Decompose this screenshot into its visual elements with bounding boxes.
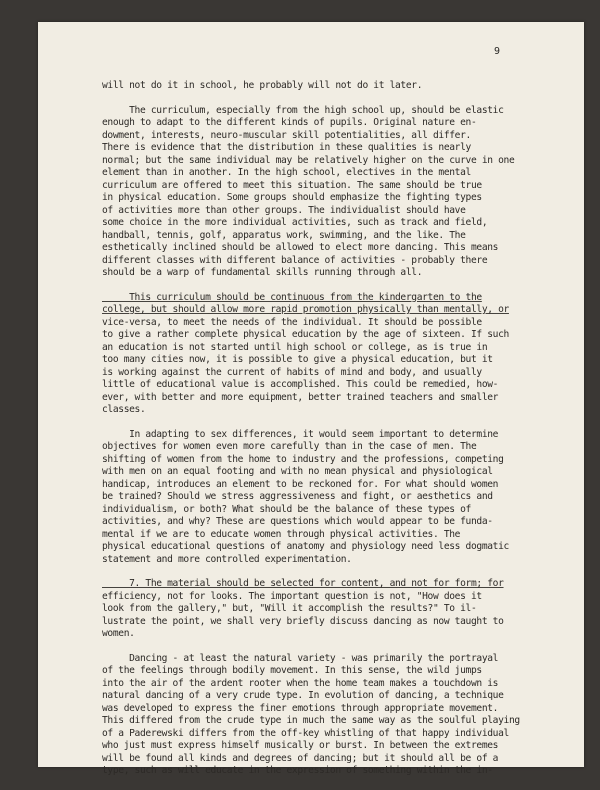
text-line: handball, tennis, golf, apparatus work, swimming, and the like. The	[102, 229, 466, 241]
text-line: in physical education. Some groups should emphasize the fighting types	[102, 192, 482, 203]
paragraph	[102, 429, 572, 567]
text-line: an education is not started until high school or college, as is true in	[102, 341, 488, 353]
text-line: women.	[102, 628, 135, 639]
text-line: This curriculum should be continuous from the kindergarten to the	[102, 291, 482, 303]
text-line: to give a rather complete physical education by the age of sixteen. If such	[102, 329, 509, 340]
text-line: different classes with different balance of activities - probably there	[102, 254, 488, 266]
text-line: In adapting to sex differences, it would seem important to determine	[102, 428, 499, 440]
text-line: vice-versa, to meet the needs of the individual. It should be possible	[102, 316, 482, 328]
text-line: college, but should allow more rapid promotion physically than mentally, or	[102, 304, 509, 315]
text-line: will be found all kinds and degrees of dancing; but it should all be of a	[102, 752, 499, 764]
paragraph	[102, 292, 572, 417]
paragraph	[102, 105, 572, 280]
text-line: objectives for women even more carefully than in the case of men. The	[102, 441, 477, 452]
body-text	[102, 80, 572, 790]
text-line: classes.	[102, 404, 146, 415]
text-line: enough to adapt to the different kinds of pupils. Original nature en-	[102, 117, 477, 128]
text-line: statement and more controlled experimentation.	[102, 553, 352, 565]
text-line: little of educational value is accomplished. This could be remedied, how-	[102, 379, 499, 390]
text-line: type, such as will educate in the expression of something within the in-	[102, 765, 493, 776]
text-line: lustrate the point, we shall very briefly discuss dancing as now taught to	[102, 615, 504, 627]
text-line: was developed to express the finer emotions through appropriate movement.	[102, 702, 499, 714]
text-line: This differed from the crude type in much the same way as the soulful playing	[102, 715, 520, 726]
text-line: some choice in the more individual activities, such as track and field,	[102, 217, 488, 228]
text-line: into the air of the ardent rooter when the home team makes a touchdown is	[102, 677, 499, 689]
text-line: be trained? Should we stress aggressiveness and fight, or aesthetics and	[102, 491, 493, 502]
text-line: element than in another. In the high school, electives in the mental	[102, 167, 471, 178]
paragraph	[102, 80, 572, 93]
text-line: Dancing - at least the natural variety - was primarily the portrayal	[102, 652, 499, 664]
text-line: of the feelings through bodily movement. In this sense, the wild jumps	[102, 665, 482, 676]
text-line: 7. The material should be selected for content, and not for form; for	[102, 578, 504, 589]
page-number: 9	[493, 46, 500, 57]
paragraph	[102, 578, 572, 641]
text-line: too many cities now, it is possible to give a physical education, but it	[102, 354, 493, 365]
text-line: should be a warp of fundamental skills running through all.	[102, 267, 423, 278]
text-line: individualism, or both? What should be the balance of these types of	[102, 503, 471, 515]
text-line: mental if we are to educate women through physical activities. The	[102, 528, 461, 540]
text-line: The curriculum, especially from the high school up, should be elastic	[102, 104, 504, 116]
text-line: of activities more than other groups. The individualist should have	[102, 204, 466, 216]
text-line: activities, and why? These are questions which would appear to be funda-	[102, 516, 493, 527]
document-page	[38, 22, 584, 776]
text-line: natural dancing of a very crude type. In evolution of dancing, a technique	[102, 690, 504, 701]
text-line: normal; but the same individual may be relatively higher on the curve in one	[102, 154, 515, 166]
text-line: will not do it in school, he probably will not do it later.	[102, 80, 423, 91]
text-line: ever, with better and more equipment, better trained teachers and smaller	[102, 391, 499, 403]
text-line: handicap, introduces an element to be reckoned for. For what should women	[102, 478, 499, 490]
text-line: of a Paderewski differs from the off-key whistling of that happy individual	[102, 727, 509, 739]
text-line: who just must express himself musically or burst. In between the extremes	[102, 740, 499, 751]
text-line: physical educational questions of anatomy and physiology need less dogmatic	[102, 541, 509, 552]
text-line: is working against the current of habits of mind and body, and usually	[102, 366, 482, 378]
text-line: shifting of women from the home to industry and the professions, competing	[102, 453, 504, 465]
text-line: curriculum are offered to meet this situation. The same should be true	[102, 179, 482, 191]
text-line: look from the gallery," but, "Will it accomplish the results?" To il-	[102, 603, 477, 614]
text-line: dowment, interests, neuro-muscular skill potentialities, all differ.	[102, 129, 471, 141]
text-line: esthetically inclined should be allowed to elect more dancing. This means	[102, 242, 499, 253]
text-line: There is evidence that the distribution in these qualities is nearly	[102, 142, 471, 153]
text-line: with men on an equal footing and with no mean physical and physiological	[102, 466, 493, 477]
text-line: efficiency, not for looks. The important question is not, "How does it	[102, 590, 482, 602]
paragraph	[102, 653, 572, 778]
